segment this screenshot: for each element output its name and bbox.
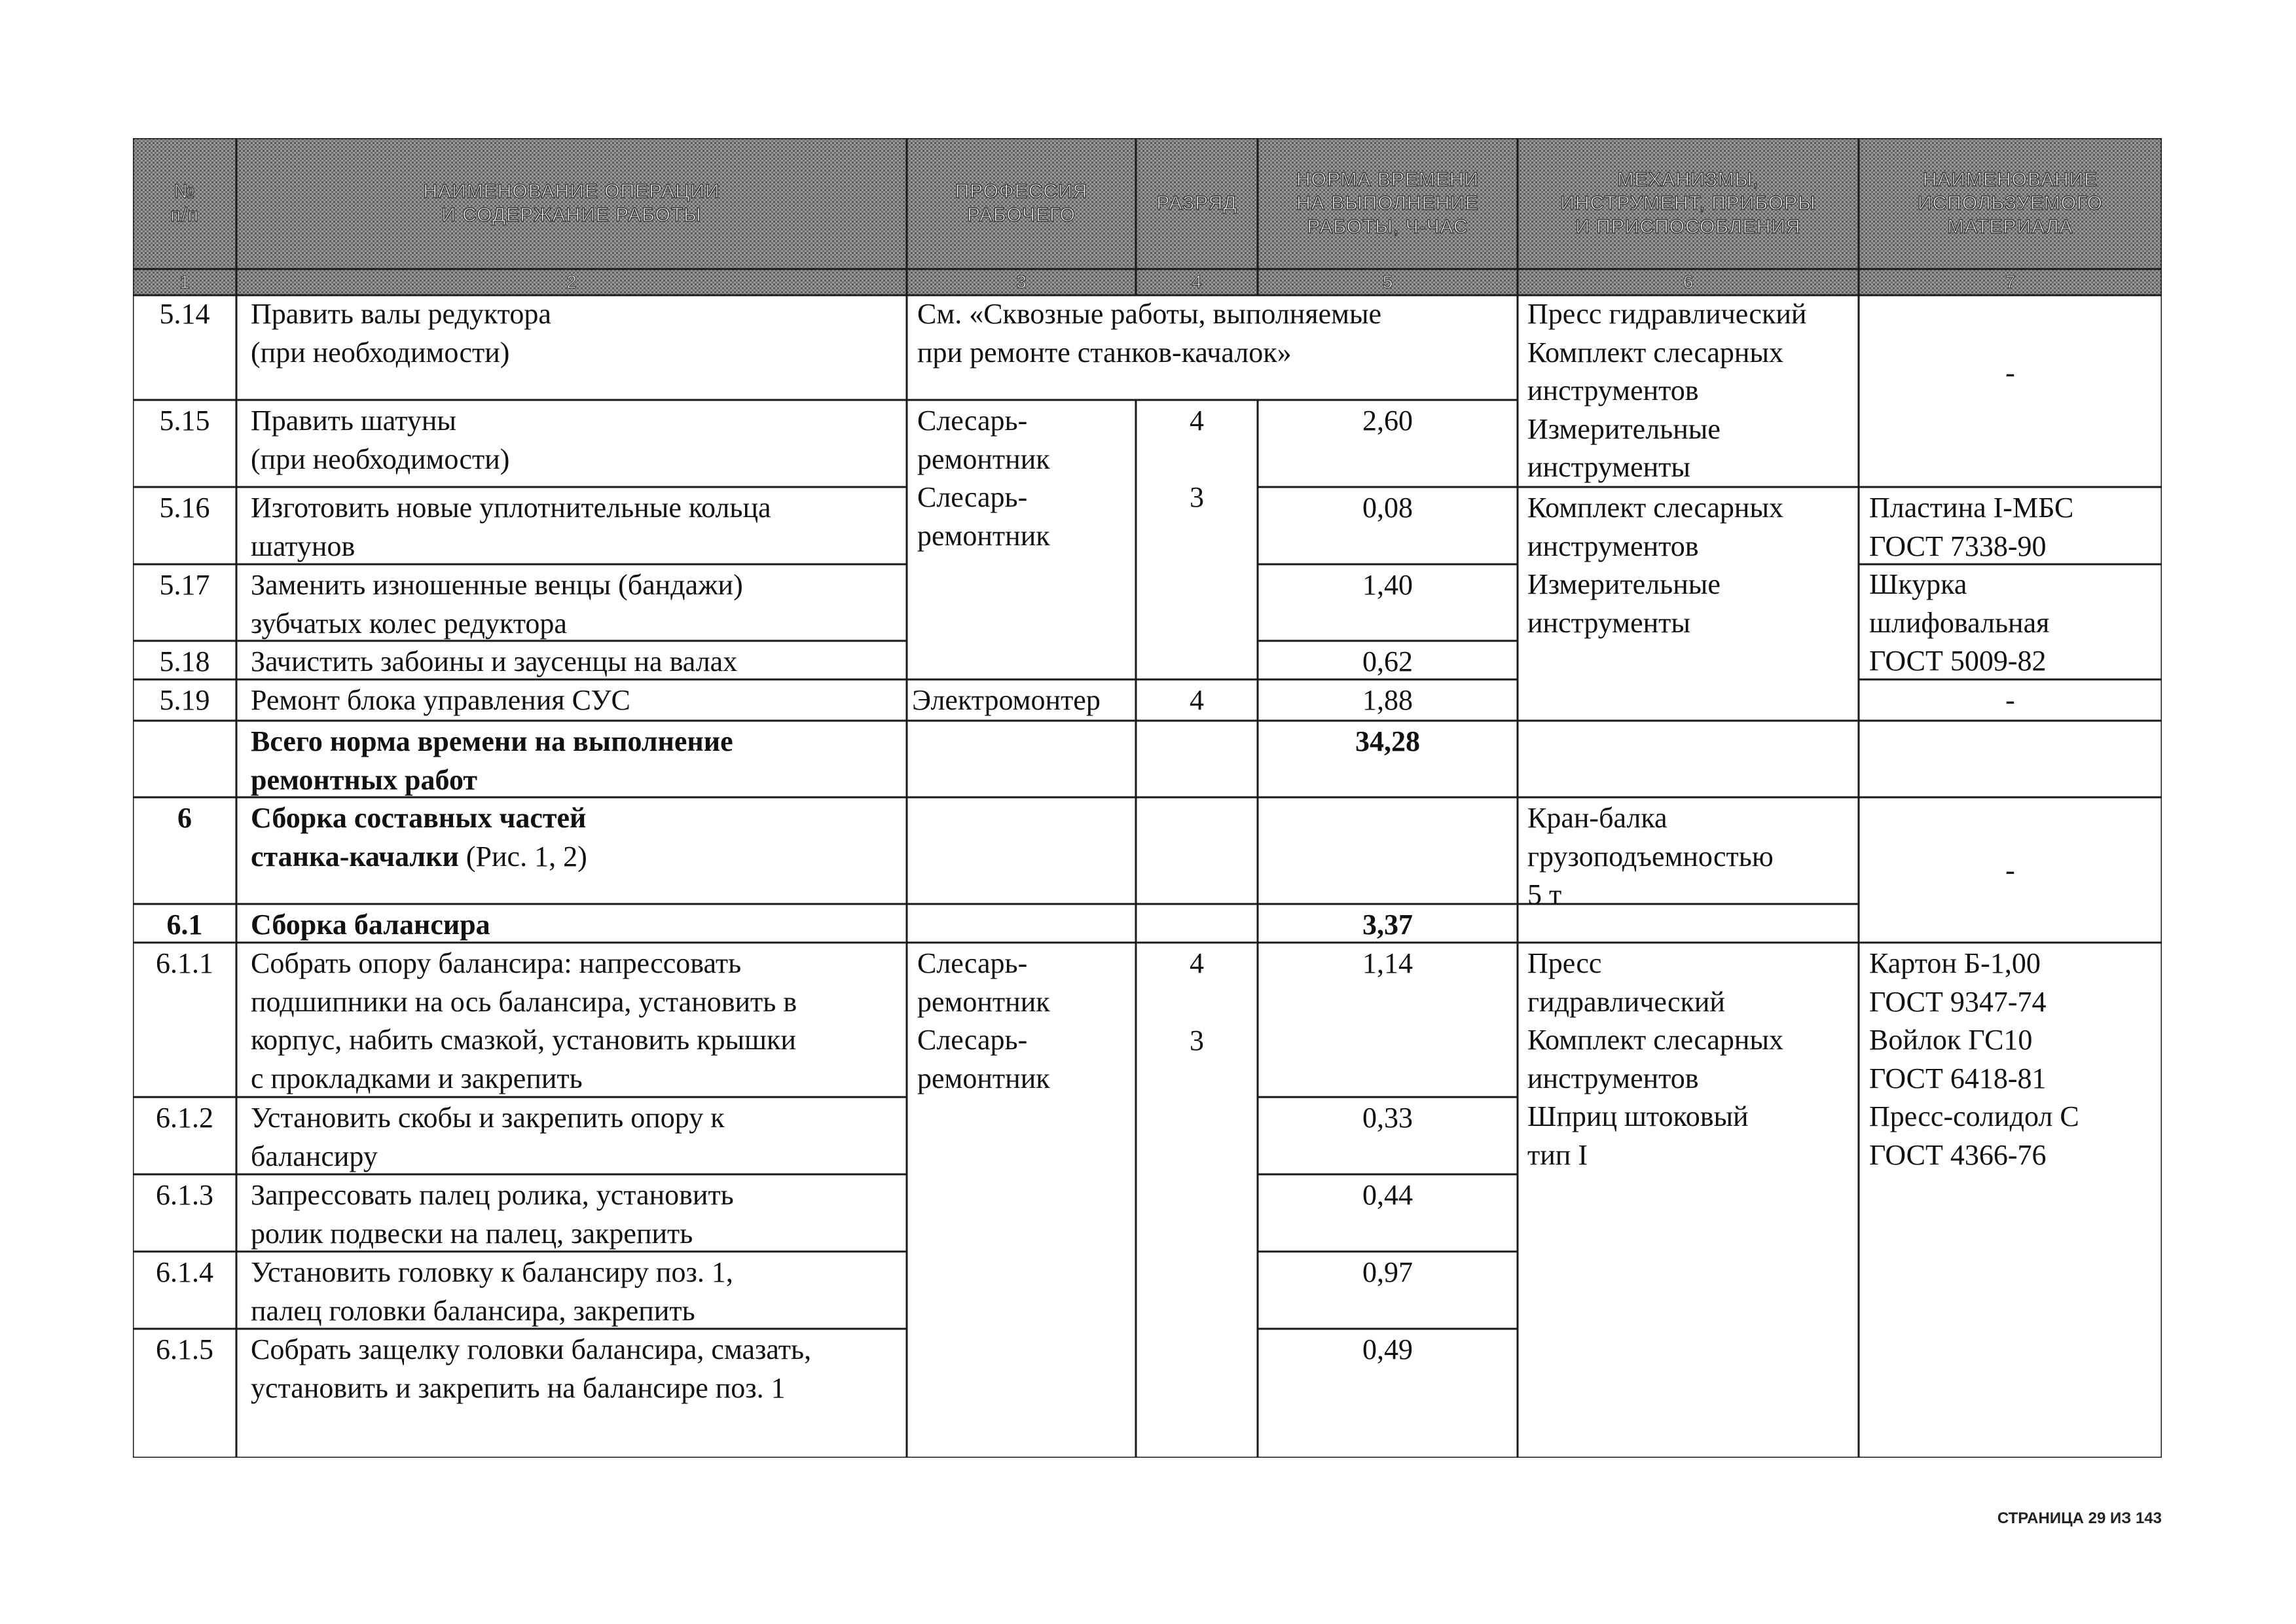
- col-number-7: 7: [2005, 272, 2016, 292]
- header-col-time-norm: НОРМА ВРЕМЕНИ НА ВЫПОЛНЕНИЕ РАБОТЫ, Ч-ЧАС: [1296, 169, 1480, 238]
- header-col-profession: ПРОФЕССИЯ РАБОЧЕГО: [955, 181, 1088, 226]
- grade-value: 4: [1190, 947, 1204, 979]
- total-label: Всего норма времени на выполнение ремонтных работ: [251, 725, 733, 796]
- time-norm-value: 0,49: [1362, 1333, 1413, 1365]
- row-number: 6.1.5: [156, 1333, 213, 1365]
- operation-text: Установить головку к балансиру поз. 1, палец головки балансира, закрепить: [251, 1256, 733, 1327]
- row-number: 5.18: [159, 645, 210, 677]
- time-norm-value: 2,60: [1362, 405, 1413, 437]
- operation-text: Заменить изношенные венцы (бандажи) зубчатых колес редуктора: [251, 569, 743, 640]
- time-norm-value: 0,62: [1362, 645, 1413, 677]
- row-number: 5.16: [159, 492, 210, 524]
- material-none: -: [2005, 357, 2015, 389]
- operation-text: Собрать опору балансира: напрессовать подшипники на ось балансира, установить в корпус, набить смазкой, установить крышки с прокладками и закрепить: [251, 947, 797, 1094]
- section-title-figure-ref: (Рис. 1, 2): [458, 840, 587, 873]
- work-table: [133, 138, 2162, 1458]
- subsection-time-norm: 3,37: [1362, 909, 1413, 941]
- grade-value: 3: [1190, 481, 1204, 513]
- profession-text: Слесарь- ремонтник Слесарь- ремонтник: [917, 947, 1050, 1094]
- row-number: 6.1.4: [156, 1256, 213, 1288]
- material-none: -: [2005, 854, 2015, 886]
- subsection-title: Сборка балансира: [251, 909, 490, 941]
- row-number: 6.1.2: [156, 1102, 213, 1134]
- col-number-5: 5: [1382, 272, 1393, 292]
- material-none: -: [2005, 684, 2015, 716]
- operation-text: Ремонт блока управления СУС: [251, 684, 630, 716]
- profession-text: Электромонтер: [912, 684, 1101, 716]
- col-number-4: 4: [1192, 272, 1202, 292]
- row-number: 5.17: [159, 569, 210, 601]
- header-col-operation: НАИМЕНОВАНИЕ ОПЕРАЦИИ И СОДЕРЖАНИЕ РАБОТЫ: [423, 181, 720, 226]
- total-time-norm: 34,28: [1355, 725, 1420, 757]
- time-norm-value: 0,08: [1362, 492, 1413, 524]
- time-norm-value: 1,40: [1362, 569, 1413, 601]
- header-col-number: № п/п: [170, 181, 199, 226]
- operation-text: Зачистить забоины и заусенцы на валах: [251, 645, 738, 677]
- tools-list: Пресс гидравлический Комплект слесарных инструментов Измерительные инструменты: [1527, 298, 1807, 483]
- col-number-6: 6: [1683, 272, 1694, 292]
- col-number-2: 2: [566, 272, 577, 292]
- material-list: Картон Б-1,00 ГОСТ 9347-74 Войлок ГС10 ГОСТ 6418-81 Пресс-солидол С ГОСТ 4366-76: [1869, 947, 2079, 1171]
- operation-text: Собрать защелку головки балансира, смазать, установить и закрепить на балансире поз. 1: [251, 1333, 812, 1404]
- section-title: [251, 799, 899, 876]
- operation-text: Править шатуны (при необходимости): [251, 405, 510, 475]
- grade-value: 4: [1190, 684, 1204, 716]
- header-col-material: НАИМЕНОВАНИЕ ИСПОЛЬЗУЕМОГО МАТЕРИАЛА: [1918, 169, 2103, 238]
- row-number: 5.19: [159, 684, 210, 716]
- see-also-note: См. «Сквозные работы, выполняемые при ремонте станков-качалок»: [917, 298, 1382, 369]
- time-norm-value: 0,33: [1362, 1102, 1413, 1134]
- row-number: 6.1.1: [156, 947, 213, 979]
- operation-text: Запрессовать палец ролика, установить ролик подвески на палец, закрепить: [251, 1179, 734, 1250]
- operation-text: Установить скобы и закрепить опору к балансиру: [251, 1102, 725, 1172]
- time-norm-value: 1,88: [1362, 684, 1413, 716]
- header-col-grade: РАЗРЯД: [1156, 192, 1237, 214]
- material-list: Пластина I-МБС ГОСТ 7338-90 Шкурка шлифовальная ГОСТ 5009-82: [1869, 492, 2074, 677]
- subsection-number: 6.1: [166, 909, 203, 941]
- grade-value: 4: [1190, 405, 1204, 437]
- operation-text: Изготовить новые уплотнительные кольца шатунов: [251, 492, 771, 562]
- tools-list: Пресс гидравлический Комплект слесарных инструментов Шприц штоковый тип I: [1527, 947, 1784, 1171]
- section-title-bold: Сборка составных частей станка-качалки: [251, 802, 587, 873]
- grade-value: 3: [1190, 1024, 1204, 1056]
- col-number-3: 3: [1016, 272, 1027, 292]
- section-number: 6: [177, 802, 192, 834]
- page-number: СТРАНИЦА 29 ИЗ 143: [1997, 1509, 2162, 1527]
- profession-text: Слесарь- ремонтник Слесарь- ремонтник: [917, 405, 1050, 552]
- tools-list: Комплект слесарных инструментов Измерительные инструменты: [1527, 492, 1784, 639]
- row-number: 5.15: [159, 405, 210, 437]
- operation-text: Править валы редуктора (при необходимости): [251, 298, 551, 369]
- row-number: 6.1.3: [156, 1179, 213, 1211]
- col-number-1: 1: [179, 272, 190, 292]
- tools-list: Кран-балка грузоподъемностью 5 т: [1527, 802, 1774, 911]
- time-norm-value: 1,14: [1362, 947, 1413, 979]
- row-number: 5.14: [159, 298, 210, 330]
- time-norm-value: 0,97: [1362, 1256, 1413, 1288]
- header-col-tools: МЕХАНИЗМЫ, ИНСТРУМЕНТ, ПРИБОРЫ И ПРИСПОСОБЛЕНИЯ: [1560, 169, 1816, 238]
- time-norm-value: 0,44: [1362, 1179, 1413, 1211]
